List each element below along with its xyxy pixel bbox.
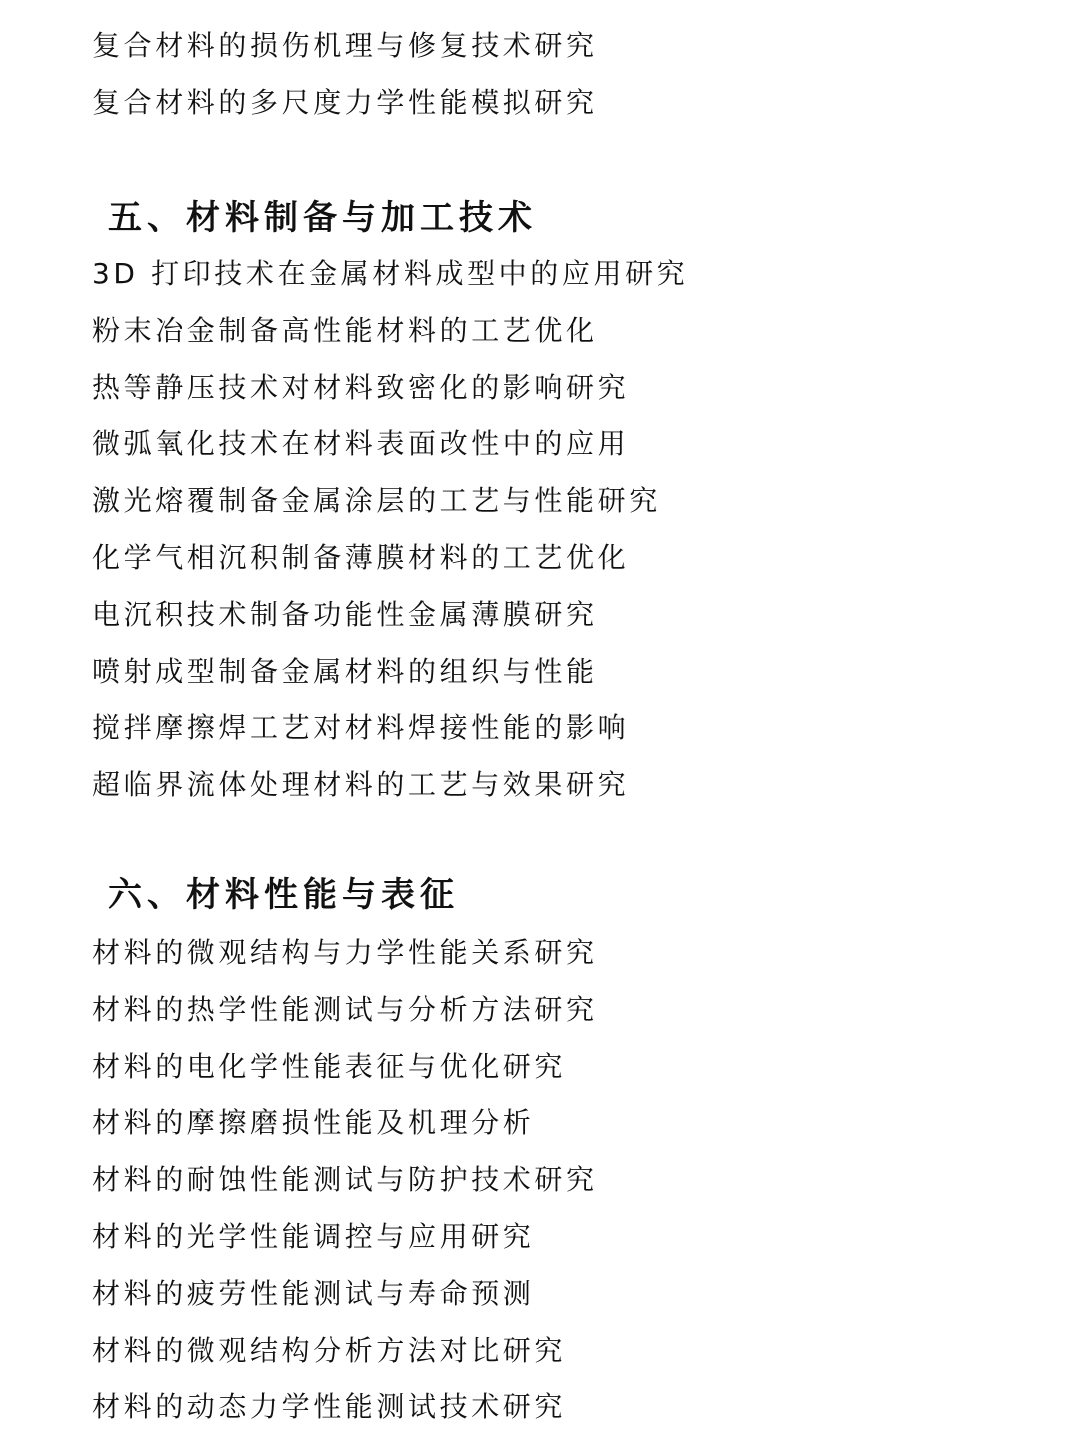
list-item: 材料的摩擦磨损性能及机理分析 <box>92 1106 535 1140</box>
list-item: 3D 打印技术在金属材料成型中的应用研究 <box>92 257 689 290</box>
list-item: 复合材料的损伤机理与修复技术研究 <box>92 29 598 62</box>
list-item: 材料的微观结构分析方法对比研究 <box>92 1333 567 1367</box>
section-5-heading: 五、材料制备与加工技术 <box>108 198 537 238</box>
section-6-heading: 六、材料性能与表征 <box>108 875 459 915</box>
list-item: 材料的微观结构与力学性能关系研究 <box>92 936 598 969</box>
list-item: 材料的疲劳性能测试与寿命预测 <box>92 1276 535 1310</box>
list-item: 材料的动态力学性能测试技术研究 <box>92 1390 567 1424</box>
list-item: 电沉积技术制备功能性金属薄膜研究 <box>92 597 598 631</box>
list-item: 粉末冶金制备高性能材料的工艺优化 <box>92 313 598 347</box>
list-item: 材料的热学性能测试与分析方法研究 <box>92 992 598 1026</box>
section-5-list <box>92 246 1032 814</box>
list-item: 搅拌摩擦焊工艺对材料焊接性能的影响 <box>92 711 630 745</box>
list-item: 热等静压技术对材料致密化的影响研究 <box>92 370 630 404</box>
list-item: 激光熔覆制备金属涂层的工艺与性能研究 <box>92 484 661 518</box>
list-item: 超临界流体处理材料的工艺与效果研究 <box>92 768 630 802</box>
list-item: 化学气相沉积制备薄膜材料的工艺优化 <box>92 540 630 574</box>
list-item: 材料的耐蚀性能测试与防护技术研究 <box>92 1163 598 1197</box>
section-6-list <box>92 925 1032 1436</box>
intro-list <box>92 18 1032 132</box>
list-item: 微弧氧化技术在材料表面改性中的应用 <box>92 427 630 461</box>
list-item: 材料的电化学性能表征与优化研究 <box>92 1049 567 1083</box>
list-item: 材料的光学性能调控与应用研究 <box>92 1219 535 1253</box>
list-item: 复合材料的多尺度力学性能模拟研究 <box>92 85 598 119</box>
list-item: 喷射成型制备金属材料的组织与性能 <box>92 654 598 688</box>
